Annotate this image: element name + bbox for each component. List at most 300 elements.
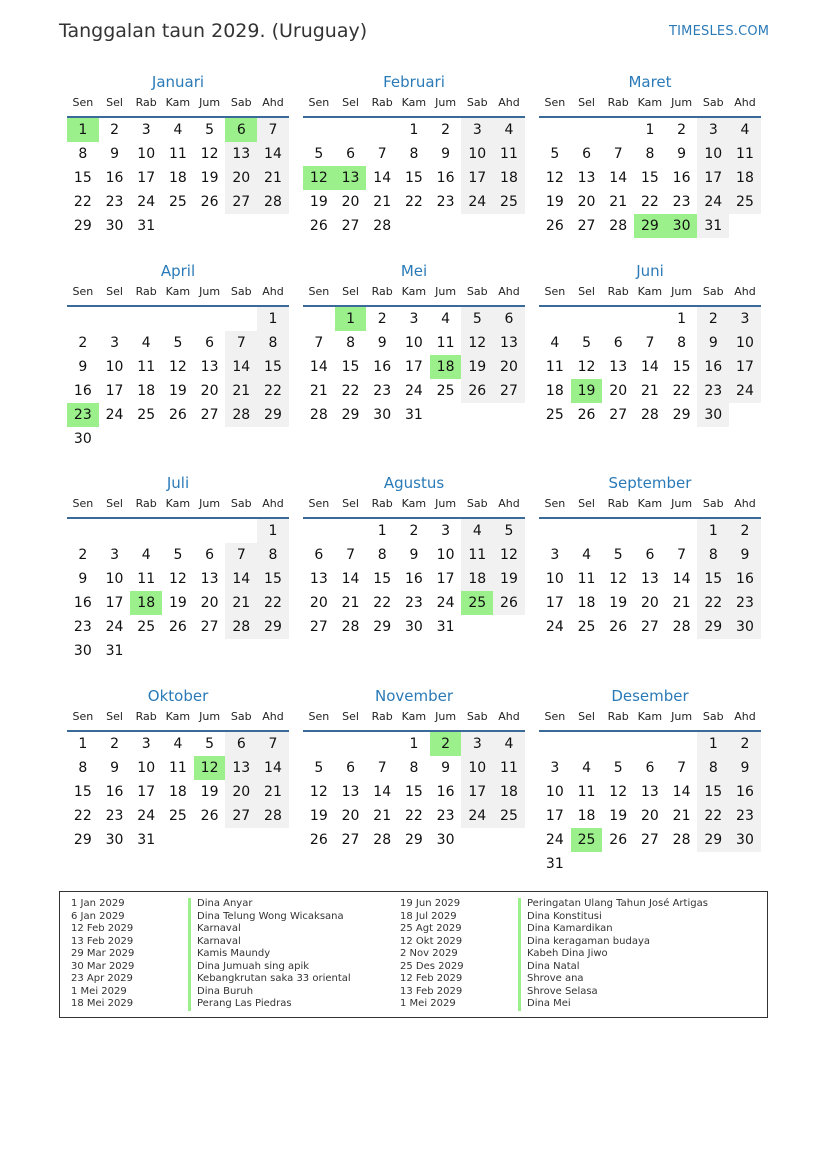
day-cell[interactable]: 20	[341, 194, 360, 210]
day-cell[interactable]: 3	[141, 122, 151, 138]
day-cell[interactable]: 14	[309, 359, 328, 375]
day-cell[interactable]: 19	[168, 595, 187, 611]
day-cell[interactable]: 16	[729, 780, 761, 804]
day-cell[interactable]: 31	[137, 832, 156, 848]
day-cell[interactable]: 2	[729, 519, 761, 543]
day-cell[interactable]: 10	[545, 784, 564, 800]
day-cell[interactable]: 23	[105, 194, 124, 210]
day-cell[interactable]: 22	[73, 808, 92, 824]
day-cell[interactable]: 12	[493, 543, 525, 567]
day-cell[interactable]: 3	[141, 736, 151, 752]
day-cell[interactable]: 30	[436, 832, 455, 848]
day-cell[interactable]: 25	[545, 407, 564, 423]
day-cell[interactable]: 18	[545, 383, 564, 399]
day-cell[interactable]: 22	[341, 383, 360, 399]
day-cell[interactable]: 4	[493, 732, 525, 756]
day-cell[interactable]: 5	[314, 760, 324, 776]
day-cell[interactable]: 20	[493, 355, 525, 379]
day-cell[interactable]: 7	[613, 146, 623, 162]
day-cell[interactable]: 9	[729, 543, 761, 567]
day-cell[interactable]: 14	[225, 355, 257, 379]
day-cell[interactable]: 29	[73, 832, 92, 848]
day-cell[interactable]: 17	[137, 784, 156, 800]
day-cell[interactable]: 13	[225, 142, 257, 166]
day-cell[interactable]: 23	[672, 194, 691, 210]
day-cell[interactable]: 6	[582, 146, 591, 162]
day-cell[interactable]: 7	[377, 760, 387, 776]
day-cell[interactable]: 11	[137, 571, 156, 587]
day-cell[interactable]: 26	[493, 591, 525, 615]
day-cell[interactable]: 3	[550, 760, 560, 776]
day-cell[interactable]: 15	[697, 567, 729, 591]
day-cell[interactable]: 28	[225, 403, 257, 427]
day-cell[interactable]: 29	[373, 619, 392, 635]
holiday-day-cell[interactable]: 18	[130, 591, 162, 615]
day-cell[interactable]: 27	[640, 832, 659, 848]
day-cell[interactable]: 11	[729, 142, 761, 166]
day-cell[interactable]: 28	[672, 619, 691, 635]
day-cell[interactable]: 1	[377, 523, 387, 539]
day-cell[interactable]: 8	[409, 146, 419, 162]
day-cell[interactable]: 30	[697, 403, 729, 427]
day-cell[interactable]: 3	[409, 311, 419, 327]
day-cell[interactable]: 4	[141, 335, 151, 351]
day-cell[interactable]: 21	[373, 808, 392, 824]
day-cell[interactable]: 21	[672, 595, 691, 611]
day-cell[interactable]: 7	[314, 335, 324, 351]
day-cell[interactable]: 10	[137, 760, 156, 776]
day-cell[interactable]: 17	[545, 595, 564, 611]
day-cell[interactable]: 24	[545, 832, 564, 848]
day-cell[interactable]: 4	[173, 122, 183, 138]
day-cell[interactable]: 13	[577, 170, 596, 186]
day-cell[interactable]: 5	[205, 122, 215, 138]
day-cell[interactable]: 15	[257, 567, 289, 591]
day-cell[interactable]: 30	[404, 619, 423, 635]
day-cell[interactable]: 17	[729, 355, 761, 379]
day-cell[interactable]: 17	[137, 170, 156, 186]
day-cell[interactable]: 13	[225, 756, 257, 780]
day-cell[interactable]: 9	[677, 146, 687, 162]
day-cell[interactable]: 5	[205, 736, 215, 752]
day-cell[interactable]: 1	[677, 311, 687, 327]
day-cell[interactable]: 30	[105, 832, 124, 848]
day-cell[interactable]: 9	[729, 756, 761, 780]
day-cell[interactable]: 26	[200, 808, 219, 824]
day-cell[interactable]: 9	[377, 335, 387, 351]
day-cell[interactable]: 4	[493, 118, 525, 142]
day-cell[interactable]: 28	[373, 218, 392, 234]
day-cell[interactable]: 22	[697, 591, 729, 615]
day-cell[interactable]: 30	[105, 218, 124, 234]
day-cell[interactable]: 1	[645, 122, 655, 138]
day-cell[interactable]: 4	[550, 335, 560, 351]
day-cell[interactable]: 17	[105, 595, 124, 611]
day-cell[interactable]: 6	[205, 547, 215, 563]
day-cell[interactable]: 27	[341, 218, 360, 234]
day-cell[interactable]: 19	[200, 170, 219, 186]
day-cell[interactable]: 3	[697, 118, 729, 142]
day-cell[interactable]: 31	[697, 214, 729, 238]
day-cell[interactable]: 29	[257, 615, 289, 639]
holiday-day-cell[interactable]: 18	[430, 355, 462, 379]
day-cell[interactable]: 28	[309, 407, 328, 423]
day-cell[interactable]: 8	[78, 146, 88, 162]
day-cell[interactable]: 15	[672, 359, 691, 375]
day-cell[interactable]: 16	[73, 595, 92, 611]
day-cell[interactable]: 13	[609, 359, 628, 375]
day-cell[interactable]: 27	[225, 804, 257, 828]
day-cell[interactable]: 11	[493, 142, 525, 166]
day-cell[interactable]: 27	[309, 619, 328, 635]
day-cell[interactable]: 10	[545, 571, 564, 587]
day-cell[interactable]: 13	[309, 571, 328, 587]
day-cell[interactable]: 17	[461, 166, 493, 190]
day-cell[interactable]: 27	[609, 407, 628, 423]
day-cell[interactable]: 7	[677, 547, 687, 563]
day-cell[interactable]: 27	[200, 619, 219, 635]
day-cell[interactable]: 13	[640, 784, 659, 800]
day-cell[interactable]: 10	[461, 756, 493, 780]
day-cell[interactable]: 2	[441, 122, 451, 138]
day-cell[interactable]: 22	[257, 379, 289, 403]
day-cell[interactable]: 22	[404, 194, 423, 210]
day-cell[interactable]: 18	[137, 383, 156, 399]
day-cell[interactable]: 20	[225, 166, 257, 190]
day-cell[interactable]: 6	[346, 760, 355, 776]
day-cell[interactable]: 4	[461, 519, 493, 543]
day-cell[interactable]: 30	[73, 643, 92, 659]
day-cell[interactable]: 6	[493, 307, 525, 331]
day-cell[interactable]: 10	[436, 547, 455, 563]
day-cell[interactable]: 10	[105, 359, 124, 375]
day-cell[interactable]: 18	[493, 166, 525, 190]
day-cell[interactable]: 19	[168, 383, 187, 399]
day-cell[interactable]: 5	[613, 547, 623, 563]
day-cell[interactable]: 22	[373, 595, 392, 611]
day-cell[interactable]: 2	[677, 122, 687, 138]
day-cell[interactable]: 21	[609, 194, 628, 210]
day-cell[interactable]: 18	[729, 166, 761, 190]
day-cell[interactable]: 25	[436, 383, 455, 399]
day-cell[interactable]: 8	[697, 543, 729, 567]
day-cell[interactable]: 26	[168, 619, 187, 635]
day-cell[interactable]: 21	[640, 383, 659, 399]
day-cell[interactable]: 3	[110, 547, 119, 563]
holiday-day-cell[interactable]: 13	[335, 166, 367, 190]
holiday-day-cell[interactable]: 12	[194, 756, 226, 780]
day-cell[interactable]: 24	[697, 190, 729, 214]
day-cell[interactable]: 31	[436, 619, 455, 635]
day-cell[interactable]: 24	[105, 619, 124, 635]
day-cell[interactable]: 9	[441, 146, 451, 162]
day-cell[interactable]: 16	[105, 170, 124, 186]
day-cell[interactable]: 26	[309, 832, 328, 848]
day-cell[interactable]: 1	[257, 307, 289, 331]
day-cell[interactable]: 20	[200, 383, 219, 399]
day-cell[interactable]: 22	[404, 808, 423, 824]
day-cell[interactable]: 7	[225, 543, 257, 567]
day-cell[interactable]: 20	[225, 780, 257, 804]
day-cell[interactable]: 13	[341, 784, 360, 800]
day-cell[interactable]: 23	[404, 595, 423, 611]
day-cell[interactable]: 14	[257, 142, 289, 166]
day-cell[interactable]: 25	[137, 619, 156, 635]
day-cell[interactable]: 17	[404, 359, 423, 375]
day-cell[interactable]: 27	[493, 379, 525, 403]
day-cell[interactable]: 16	[105, 784, 124, 800]
holiday-day-cell[interactable]: 30	[666, 214, 698, 238]
day-cell[interactable]: 27	[341, 832, 360, 848]
day-cell[interactable]: 19	[493, 567, 525, 591]
day-cell[interactable]: 7	[346, 547, 355, 563]
day-cell[interactable]: 21	[309, 383, 328, 399]
day-cell[interactable]: 12	[545, 170, 564, 186]
day-cell[interactable]: 23	[697, 379, 729, 403]
day-cell[interactable]: 16	[436, 784, 455, 800]
day-cell[interactable]: 13	[200, 571, 219, 587]
day-cell[interactable]: 12	[461, 331, 493, 355]
day-cell[interactable]: 15	[341, 359, 360, 375]
day-cell[interactable]: 31	[137, 218, 156, 234]
day-cell[interactable]: 4	[582, 547, 591, 563]
day-cell[interactable]: 19	[309, 808, 328, 824]
day-cell[interactable]: 5	[314, 146, 324, 162]
day-cell[interactable]: 9	[441, 760, 451, 776]
day-cell[interactable]: 30	[73, 431, 92, 447]
day-cell[interactable]: 22	[257, 591, 289, 615]
day-cell[interactable]: 23	[73, 619, 92, 635]
day-cell[interactable]: 19	[609, 595, 628, 611]
holiday-day-cell[interactable]: 23	[67, 403, 99, 427]
day-cell[interactable]: 15	[73, 170, 92, 186]
day-cell[interactable]: 16	[404, 571, 423, 587]
day-cell[interactable]: 6	[613, 335, 623, 351]
day-cell[interactable]: 20	[200, 595, 219, 611]
day-cell[interactable]: 26	[609, 619, 628, 635]
day-cell[interactable]: 2	[78, 335, 88, 351]
day-cell[interactable]: 22	[672, 383, 691, 399]
day-cell[interactable]: 13	[200, 359, 219, 375]
day-cell[interactable]: 23	[373, 383, 392, 399]
day-cell[interactable]: 27	[200, 407, 219, 423]
day-cell[interactable]: 26	[577, 407, 596, 423]
day-cell[interactable]: 25	[577, 619, 596, 635]
day-cell[interactable]: 25	[137, 407, 156, 423]
day-cell[interactable]: 17	[436, 571, 455, 587]
day-cell[interactable]: 18	[168, 784, 187, 800]
day-cell[interactable]: 24	[729, 379, 761, 403]
day-cell[interactable]: 13	[493, 331, 525, 355]
day-cell[interactable]: 14	[225, 567, 257, 591]
day-cell[interactable]: 10	[461, 142, 493, 166]
day-cell[interactable]: 4	[141, 547, 151, 563]
day-cell[interactable]: 23	[729, 591, 761, 615]
day-cell[interactable]: 14	[672, 784, 691, 800]
day-cell[interactable]: 20	[640, 595, 659, 611]
day-cell[interactable]: 16	[672, 170, 691, 186]
day-cell[interactable]: 5	[173, 547, 183, 563]
day-cell[interactable]: 9	[409, 547, 419, 563]
day-cell[interactable]: 3	[550, 547, 560, 563]
day-cell[interactable]: 27	[577, 218, 596, 234]
day-cell[interactable]: 11	[493, 756, 525, 780]
day-cell[interactable]: 21	[672, 808, 691, 824]
day-cell[interactable]: 28	[225, 615, 257, 639]
day-cell[interactable]: 14	[257, 756, 289, 780]
day-cell[interactable]: 1	[257, 519, 289, 543]
day-cell[interactable]: 11	[137, 359, 156, 375]
day-cell[interactable]: 29	[73, 218, 92, 234]
day-cell[interactable]: 7	[377, 146, 387, 162]
day-cell[interactable]: 21	[257, 166, 289, 190]
day-cell[interactable]: 21	[225, 591, 257, 615]
day-cell[interactable]: 2	[409, 523, 419, 539]
day-cell[interactable]: 2	[729, 732, 761, 756]
day-cell[interactable]: 11	[545, 359, 564, 375]
day-cell[interactable]: 7	[645, 335, 655, 351]
day-cell[interactable]: 11	[168, 760, 187, 776]
day-cell[interactable]: 19	[545, 194, 564, 210]
day-cell[interactable]: 30	[729, 615, 761, 639]
day-cell[interactable]: 25	[729, 190, 761, 214]
day-cell[interactable]: 3	[110, 335, 119, 351]
day-cell[interactable]: 5	[461, 307, 493, 331]
day-cell[interactable]: 22	[640, 194, 659, 210]
holiday-day-cell[interactable]: 1	[67, 118, 99, 142]
day-cell[interactable]: 12	[168, 571, 187, 587]
day-cell[interactable]: 23	[436, 808, 455, 824]
day-cell[interactable]: 25	[168, 808, 187, 824]
day-cell[interactable]: 23	[105, 808, 124, 824]
day-cell[interactable]: 9	[697, 331, 729, 355]
day-cell[interactable]: 6	[205, 335, 215, 351]
day-cell[interactable]: 16	[729, 567, 761, 591]
day-cell[interactable]: 20	[309, 595, 328, 611]
day-cell[interactable]: 28	[640, 407, 659, 423]
day-cell[interactable]: 1	[78, 736, 88, 752]
day-cell[interactable]: 20	[609, 383, 628, 399]
day-cell[interactable]: 4	[441, 311, 451, 327]
day-cell[interactable]: 14	[640, 359, 659, 375]
day-cell[interactable]: 3	[461, 732, 493, 756]
day-cell[interactable]: 11	[168, 146, 187, 162]
holiday-day-cell[interactable]: 1	[335, 307, 367, 331]
day-cell[interactable]: 5	[582, 335, 591, 351]
day-cell[interactable]: 13	[640, 571, 659, 587]
day-cell[interactable]: 2	[697, 307, 729, 331]
day-cell[interactable]: 8	[257, 543, 289, 567]
day-cell[interactable]: 8	[78, 760, 88, 776]
day-cell[interactable]: 1	[409, 122, 419, 138]
day-cell[interactable]: 29	[672, 407, 691, 423]
day-cell[interactable]: 1	[697, 519, 729, 543]
day-cell[interactable]: 12	[309, 784, 328, 800]
day-cell[interactable]: 24	[436, 595, 455, 611]
day-cell[interactable]: 24	[545, 619, 564, 635]
day-cell[interactable]: 28	[373, 832, 392, 848]
day-cell[interactable]: 4	[582, 760, 591, 776]
day-cell[interactable]: 18	[461, 567, 493, 591]
day-cell[interactable]: 14	[373, 170, 392, 186]
day-cell[interactable]: 10	[137, 146, 156, 162]
day-cell[interactable]: 8	[377, 547, 387, 563]
day-cell[interactable]: 5	[493, 519, 525, 543]
day-cell[interactable]: 26	[609, 832, 628, 848]
day-cell[interactable]: 12	[609, 571, 628, 587]
day-cell[interactable]: 10	[697, 142, 729, 166]
day-cell[interactable]: 22	[697, 804, 729, 828]
day-cell[interactable]: 11	[577, 571, 596, 587]
day-cell[interactable]: 15	[73, 784, 92, 800]
day-cell[interactable]: 14	[672, 571, 691, 587]
day-cell[interactable]: 24	[137, 194, 156, 210]
day-cell[interactable]: 7	[257, 118, 289, 142]
day-cell[interactable]: 27	[225, 190, 257, 214]
day-cell[interactable]: 26	[461, 379, 493, 403]
day-cell[interactable]: 17	[545, 808, 564, 824]
day-cell[interactable]: 19	[609, 808, 628, 824]
day-cell[interactable]: 11	[577, 784, 596, 800]
day-cell[interactable]: 26	[168, 407, 187, 423]
day-cell[interactable]: 3	[441, 523, 451, 539]
day-cell[interactable]: 18	[577, 808, 596, 824]
day-cell[interactable]: 2	[78, 547, 88, 563]
day-cell[interactable]: 14	[341, 571, 360, 587]
day-cell[interactable]: 27	[640, 619, 659, 635]
day-cell[interactable]: 28	[341, 619, 360, 635]
day-cell[interactable]: 1	[409, 736, 419, 752]
day-cell[interactable]: 31	[545, 856, 564, 872]
day-cell[interactable]: 3	[461, 118, 493, 142]
day-cell[interactable]: 14	[373, 784, 392, 800]
day-cell[interactable]: 2	[110, 122, 119, 138]
brand-link[interactable]: TIMESLES.COM	[669, 24, 770, 39]
day-cell[interactable]: 4	[729, 118, 761, 142]
day-cell[interactable]: 24	[461, 190, 493, 214]
day-cell[interactable]: 9	[110, 146, 119, 162]
day-cell[interactable]: 10	[404, 335, 423, 351]
day-cell[interactable]: 15	[373, 571, 392, 587]
day-cell[interactable]: 7	[257, 732, 289, 756]
day-cell[interactable]: 7	[677, 760, 687, 776]
holiday-day-cell[interactable]: 29	[634, 214, 666, 238]
day-cell[interactable]: 19	[461, 355, 493, 379]
day-cell[interactable]: 25	[168, 194, 187, 210]
day-cell[interactable]: 1	[697, 732, 729, 756]
day-cell[interactable]: 4	[173, 736, 183, 752]
day-cell[interactable]: 20	[341, 808, 360, 824]
day-cell[interactable]: 17	[105, 383, 124, 399]
day-cell[interactable]: 10	[729, 331, 761, 355]
day-cell[interactable]: 31	[105, 643, 124, 659]
day-cell[interactable]: 6	[645, 760, 655, 776]
day-cell[interactable]: 17	[461, 780, 493, 804]
day-cell[interactable]: 6	[346, 146, 355, 162]
day-cell[interactable]: 24	[137, 808, 156, 824]
day-cell[interactable]: 29	[697, 828, 729, 852]
day-cell[interactable]: 16	[436, 170, 455, 186]
day-cell[interactable]: 26	[200, 194, 219, 210]
holiday-day-cell[interactable]: 12	[303, 166, 335, 190]
day-cell[interactable]: 16	[73, 383, 92, 399]
day-cell[interactable]: 5	[550, 146, 560, 162]
day-cell[interactable]: 29	[257, 403, 289, 427]
day-cell[interactable]: 5	[613, 760, 623, 776]
day-cell[interactable]: 31	[404, 407, 423, 423]
day-cell[interactable]: 29	[404, 832, 423, 848]
day-cell[interactable]: 23	[729, 804, 761, 828]
